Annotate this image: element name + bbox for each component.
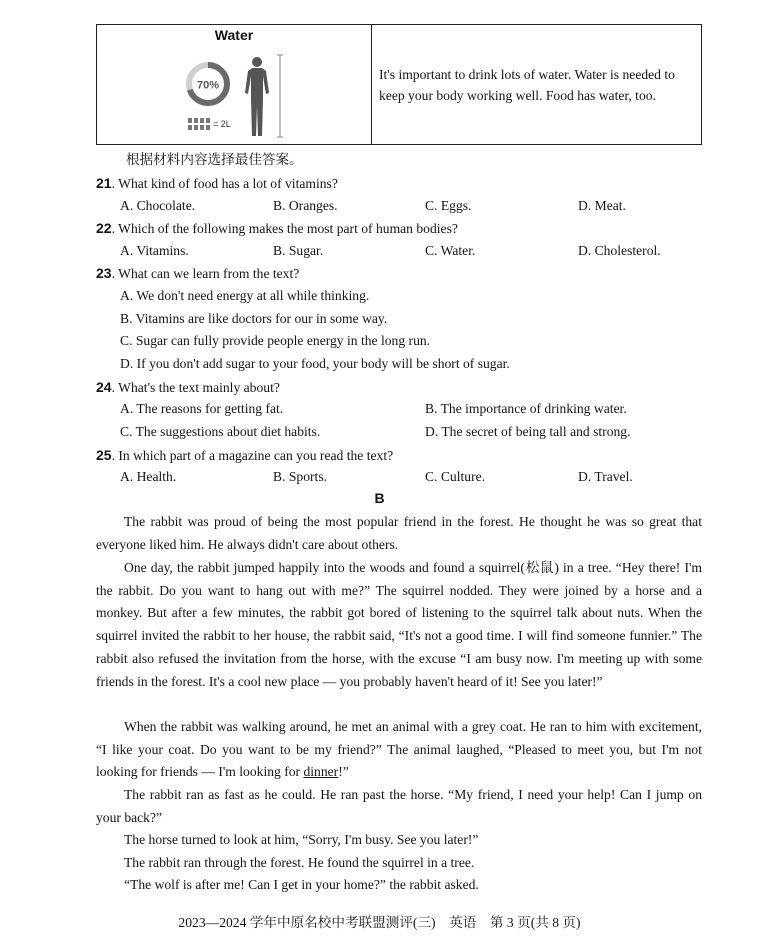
question-24 xyxy=(96,378,280,397)
option-24-a[interactable]: A. The reasons for getting fat. xyxy=(120,401,284,416)
option-21-d[interactable]: D. Meat. xyxy=(578,198,626,213)
paragraph-text: When the rabbit was walking around, he met an animal with a grey coat. He ran to him with excitement, “I like your coat. Do you want to be my friend?” The animal laughed, “Pleased to meet you, but I'm not looking for friends — I'm looking for xyxy=(96,719,702,780)
story-paragraph-6: The rabbit ran through the forest. He found the squirrel in a tree. xyxy=(124,855,475,870)
question-number: 21 xyxy=(96,175,112,191)
story-paragraph-4: The rabbit ran as fast as he could. He ran past the horse. “My friend, I need your help! Can I jump on your back?” xyxy=(96,787,702,825)
question-number: 23 xyxy=(96,265,112,281)
option-25-a[interactable]: A. Health. xyxy=(120,469,177,484)
option-22-c[interactable]: C. Water. xyxy=(425,243,476,258)
story-paragraph-2: One day, the rabbit jumped happily into the woods and found a squirrel(松鼠) in a tree. “Hey there! I'm the rabbit. Do you want to hang out with me?” The squirrel nodded. They were joined by a horse and a monkey. But after a few minutes, the rabbit got bored of listening to the squirrel talk about nuts. When the squirrel invited the rabbit to her house, the rabbit said, “It's not a good time. I will find someone funnier.” The rabbit also refused the invitation from the horse, with the excuse “I am busy now. I'm meeting up with some friends in the forest. It's a cool new place — you probably haven't heard of it! See you later!” xyxy=(96,560,702,689)
water-cups-legend xyxy=(188,118,231,130)
option-21-b[interactable]: B. Oranges. xyxy=(273,198,338,213)
question-23 xyxy=(96,264,299,283)
question-stem: . What kind of food has a lot of vitamins? xyxy=(111,176,338,191)
info-table xyxy=(96,24,702,145)
option-25-c[interactable]: C. Culture. xyxy=(425,469,486,484)
water-text-cell xyxy=(372,25,701,144)
question-stem: . What can we learn from the text? xyxy=(111,266,300,281)
story-paragraph-3 xyxy=(96,716,702,784)
instruction: 根据材料内容选择最佳答案。 xyxy=(126,152,303,167)
option-25-b[interactable]: B. Sports. xyxy=(273,469,328,484)
question-number: 24 xyxy=(96,379,112,395)
height-scale-icon xyxy=(277,54,283,138)
option-23-c[interactable]: C. Sugar can fully provide people energy in the long run. xyxy=(120,333,431,348)
water-text: It's important to drink lots of water. Water is needed to keep your body working well. Food has water, too. xyxy=(379,66,675,103)
option-24-d[interactable]: D. The secret of being tall and strong. xyxy=(425,424,631,439)
question-22 xyxy=(96,219,458,238)
page-footer: 2023—2024 学年中原名校中考联盟测评(三) 英语 第 3 页(共 8 页) xyxy=(178,915,581,930)
question-stem: . What's the text mainly about? xyxy=(111,380,280,395)
human-body-icon xyxy=(242,56,272,138)
option-23-b[interactable]: B. Vitamins are like doctors for our in some way. xyxy=(120,311,388,326)
water-percent-label: 70% xyxy=(196,79,220,92)
question-21 xyxy=(96,174,338,193)
water-title: Water xyxy=(214,27,254,43)
section-heading: B xyxy=(374,490,385,506)
underlined-word: dinner xyxy=(303,764,339,780)
option-22-a[interactable]: A. Vitamins. xyxy=(120,243,189,258)
option-21-c[interactable]: C. Eggs. xyxy=(425,198,472,213)
story-paragraph-5: The horse turned to look at him, “Sorry, I'm busy. See you later!” xyxy=(124,832,479,847)
question-number: 25 xyxy=(96,447,112,463)
option-23-a[interactable]: A. We don't need energy at all while thinking. xyxy=(120,288,370,303)
story-paragraph-7: “The wolf is after me! Can I get in your home?” the rabbit asked. xyxy=(124,877,479,892)
cups-label: = 2L xyxy=(213,119,231,129)
option-22-b[interactable]: B. Sugar. xyxy=(273,243,324,258)
question-25 xyxy=(96,446,393,465)
water-percent-gauge xyxy=(185,61,231,107)
option-22-d[interactable]: D. Cholesterol. xyxy=(578,243,661,258)
option-24-c[interactable]: C. The suggestions about diet habits. xyxy=(120,424,321,439)
story-paragraph-1: The rabbit was proud of being the most popular friend in the forest. He thought he was so great that everyone liked him. He always didn't care about others. xyxy=(96,514,702,552)
water-illustration-cell xyxy=(97,25,372,144)
option-23-d[interactable]: D. If you don't add sugar to your food, your body will be short of sugar. xyxy=(120,356,510,371)
question-stem: . In which part of a magazine can you read the text? xyxy=(111,448,394,463)
paragraph-text: !” xyxy=(338,764,349,780)
option-24-b[interactable]: B. The importance of drinking water. xyxy=(425,401,627,416)
cups-icon xyxy=(188,118,210,130)
question-number: 22 xyxy=(96,220,112,236)
option-25-d[interactable]: D. Travel. xyxy=(578,469,633,484)
option-21-a[interactable]: A. Chocolate. xyxy=(120,198,196,213)
question-stem: . Which of the following makes the most part of human bodies? xyxy=(111,221,458,236)
